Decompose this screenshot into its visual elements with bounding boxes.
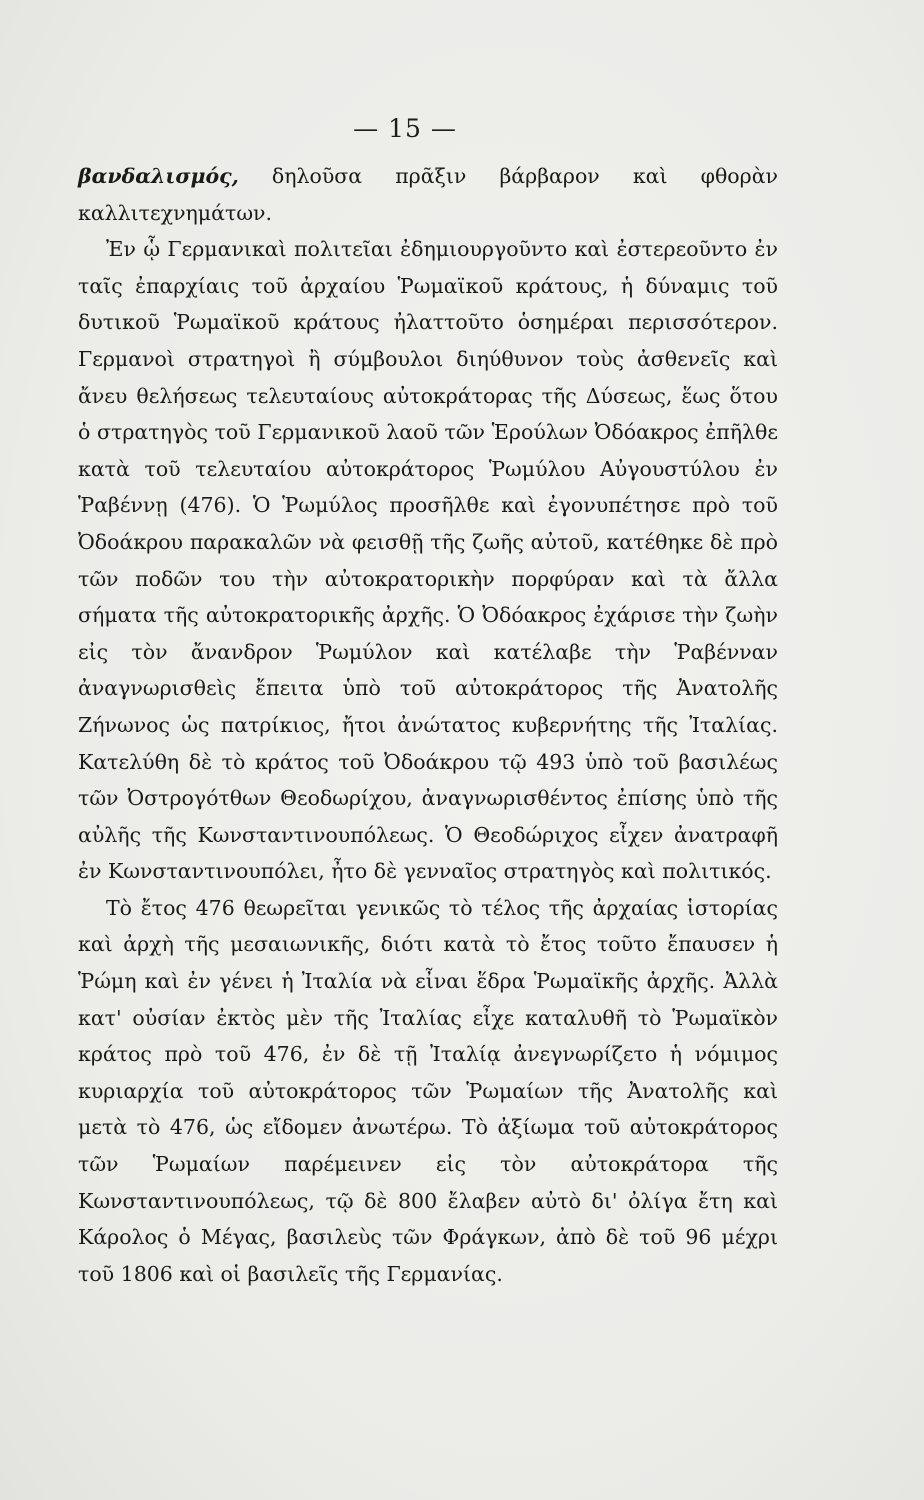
lead-term: βανδαλισμός,	[78, 164, 239, 188]
paragraph-2: Ἐν ᾧ Γερμανικαὶ πολιτεῖαι ἐδημιουργοῦντο καὶ ἐστερεοῦντο ἐν ταῖς ἐπαρχίαις τοῦ ἀρχαίου Ῥωμαϊκοῦ κράτους, ἡ δύναμις τοῦ δυτικοῦ Ῥωμαϊκοῦ κράτους ἠλαττοῦτο ὁσημέραι περισσότερον. Γερμανοὶ στρατηγοὶ ἢ σύμβουλοι διηύθυνον τοὺς ἀσθενεῖς καὶ ἄνευ θελήσεως τελευταίους αὐτοκράτορας τῆς Δύσεως, ἕως ὅτου ὁ στρατηγὸς τοῦ Γερμανικοῦ λαοῦ τῶν Ἑρούλων Ὀδόακρος ἐπῆλθε κατὰ τοῦ τελευταίου αὐτοκράτορος Ῥωμύλου Αὐγουστύλου ἐν Ῥαβέννῃ (476). Ὁ Ῥωμύλος προσῆλθε καὶ ἐγονυπέτησε πρὸ τοῦ Ὀδοάκρου παρακαλῶν νὰ φεισθῇ τῆς ζωῆς αὐτοῦ, κατέθηκε δὲ πρὸ τῶν ποδῶν του τὴν αὐτοκρατορικὴν πορφύραν καὶ τὰ ἄλλα σήματα τῆς αὐτοκρατορικῆς ἀρχῆς. Ὁ Ὀδόακρος ἐχάρισε τὴν ζωὴν εἰς τὸν ἄνανδρον Ῥωμύλον καὶ κατέλαβε τὴν Ῥαβένναν ἀναγνωρισθεὶς ἔπειτα ὑπὸ τοῦ αὐτοκράτορος τῆς Ἀνατολῆς Ζήνωνος ὡς πατρίκιος, ἤτοι ἀνώτατος κυβερνήτης τῆς Ἰταλίας. Κατελύθη δὲ τὸ κράτος τοῦ Ὀδοάκρου τῷ 493 ὑπὸ τοῦ βασιλέως τῶν Ὀστρογότθων Θεοδωρίχου, ἀναγνωρισθέντος ἐπίσης ὑπὸ τῆς αὐλῆς τῆς Κωνσταντινουπόλεως. Ὁ Θεοδώριχος εἶχεν ἀνατραφῆ ἐν Κωνσταντινουπόλει, ἦτο δὲ γενναῖος στρατηγὸς καὶ πολιτικός.	[78, 237, 778, 884]
text-body	[78, 158, 778, 1292]
paragraph-1	[78, 158, 778, 231]
paragraph-1-text: δηλοῦσα πρᾶξιν βάρβαρον καὶ φθορὰν καλλιτεχνημάτων.	[78, 164, 778, 225]
page-number: — 15 —	[353, 114, 457, 143]
paragraph-3: Τὸ ἔτος 476 θεωρεῖται γενικῶς τὸ τέλος τῆς ἀρχαίας ἱστορίας καὶ ἀρχὴ τῆς μεσαιωνικῆς, διότι κατὰ τὸ ἔτος τοῦτο ἔπαυσεν ἡ Ῥώμη καὶ ἐν γένει ἡ Ἰταλία νὰ εἶναι ἕδρα Ῥωμαϊκῆς ἀρχῆς. Ἀλλὰ κατ' οὐσίαν ἐκτὸς μὲν τῆς Ἰταλίας εἶχε καταλυθῆ τὸ Ῥωμαϊκὸν κράτος πρὸ τοῦ 476, ἐν δὲ τῇ Ἰταλίᾳ ἀνεγνωρίζετο ἡ νόμιμος κυριαρχία τοῦ αὐτοκράτορος τῶν Ῥωμαίων τῆς Ἀνατολῆς καὶ μετὰ τὸ 476, ὡς εἴδομεν ἀνωτέρω. Τὸ ἀξίωμα τοῦ αὐτοκράτορος τῶν Ῥωμαίων παρέμεινεν εἰς τὸν αὐτοκράτορα τῆς Κωνσταντινουπόλεως, τῷ δὲ 800 ἔλαβεν αὐτὸ δι' ὀλίγα ἔτη καὶ Κάρολος ὁ Μέγας, βασιλεὺς τῶν Φράγκων, ἀπὸ δὲ τοῦ 96 μέχρι τοῦ 1806 καὶ οἱ βασιλεῖς τῆς Γερμανίας.	[78, 895, 778, 1286]
